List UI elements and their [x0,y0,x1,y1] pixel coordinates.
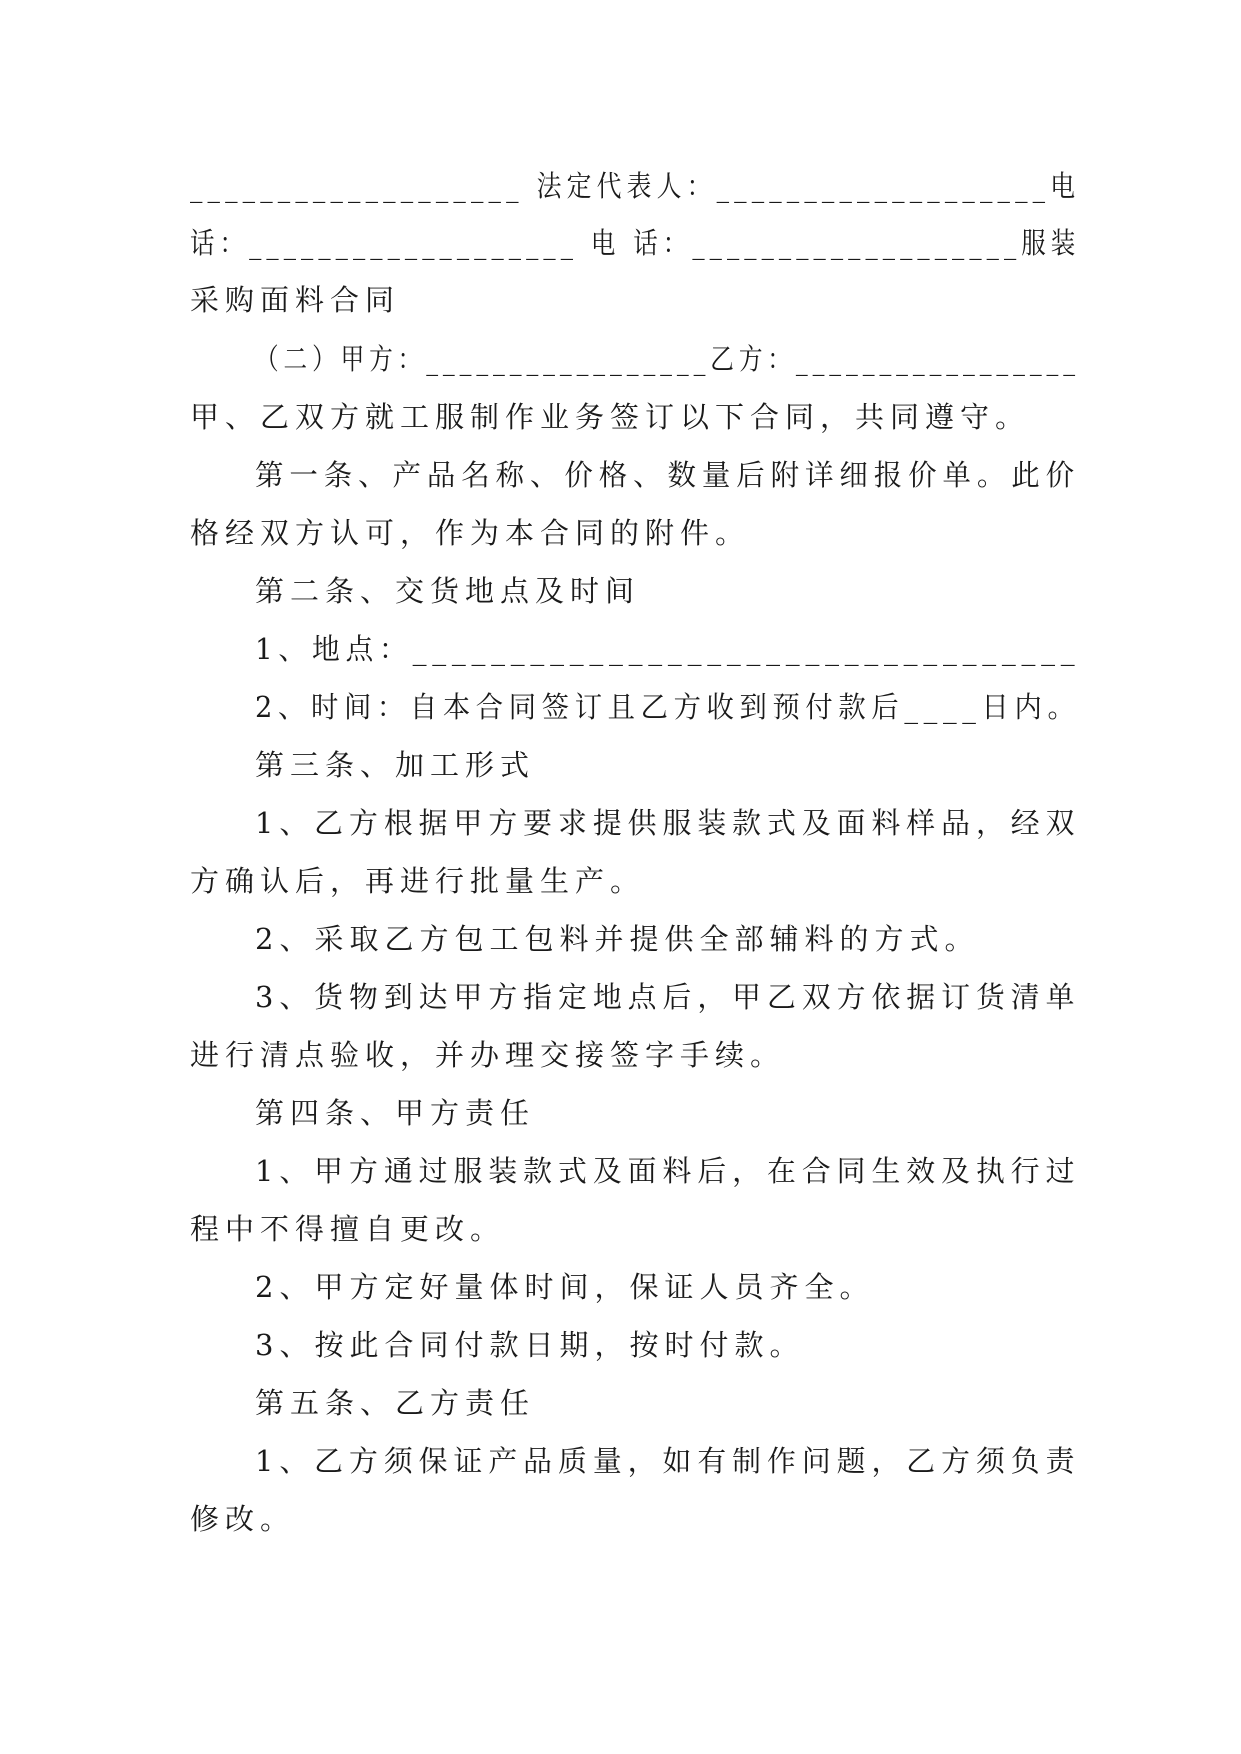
text-line: 第四条、甲方责任 [255,1096,536,1130]
text-line: 第一条、产品名称、价格、数量后附详细报价单。此价 [255,458,1080,492]
text-line: 方确认后，再进行批量生产。 [190,864,646,898]
text-line: 2、时间：自本合同签订且乙方收到预付款后____日内。 [255,690,1081,724]
text-line: 1、乙方根据甲方要求提供服装款式及面料样品，经双 [255,806,1081,840]
text-line: 进行清点验收，并办理交接签字手续。 [190,1038,786,1072]
text-line: 修改。 [190,1502,296,1536]
text-line: 1、甲方通过服装款式及面料后，在合同生效及执行过 [255,1154,1081,1188]
text-line: 第二条、交货地点及时间 [255,574,641,608]
text-line: 3、按此合同付款日期，按时付款。 [255,1328,805,1362]
text-line: （二）甲方：_________________乙方：_________________ [255,342,1080,376]
text-line: 2、甲方定好量体时间，保证人员齐全。 [255,1270,875,1304]
text-line: 程中不得擅自更改。 [190,1212,506,1246]
text-line: 第五条、乙方责任 [255,1386,536,1420]
text-line: 1、乙方须保证产品质量，如有制作问题，乙方须负责 [255,1444,1081,1478]
text-line: 1、地点：__________________________________ [255,632,1081,666]
text-line: 2、采取乙方包工包料并提供全部辅料的方式。 [255,922,980,956]
text-line: 话：___________________ 电 话：___________________服装 [190,226,1081,260]
text-line: 格经双方认可，作为本合同的附件。 [190,516,751,550]
text-line: 3、货物到达甲方指定地点后，甲乙双方依据订货清单 [255,980,1081,1014]
text-line: 第三条、加工形式 [255,748,536,782]
text-line: ___________________ 法定代表人：___________________电 [190,169,1081,203]
text-line: 甲、乙双方就工服制作业务签订以下合同，共同遵守。 [190,400,1031,434]
text-line: 采购面料合同 [190,283,401,317]
